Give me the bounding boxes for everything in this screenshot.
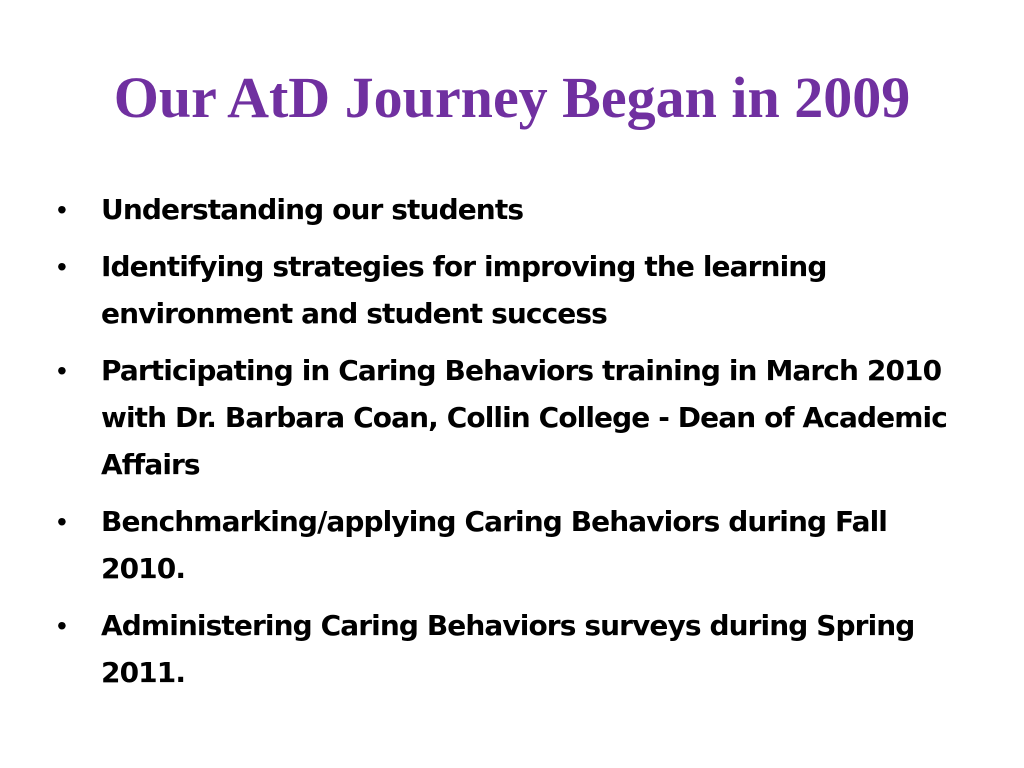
bullet-dot-icon: •	[57, 610, 67, 641]
bullet-list	[55, 186, 975, 706]
bullet-text: Benchmarking/applying Caring Behaviors during Fall 2010.	[101, 505, 887, 585]
bullet-text: Understanding our students	[101, 193, 524, 226]
bullet-item-surveys	[55, 602, 975, 696]
bullet-item-benchmarking	[55, 498, 975, 592]
bullet-item-strategies	[55, 243, 975, 337]
slide-title: Our AtD Journey Began in 2009	[113, 65, 911, 130]
bullet-dot-icon: •	[57, 506, 67, 537]
bullet-dot-icon: •	[57, 251, 67, 282]
bullet-item-training	[55, 347, 975, 488]
bullet-text: Identifying strategies for improving the learning environment and student success	[101, 250, 827, 330]
bullet-text: Participating in Caring Behaviors training in March 2010 with Dr. Barbara Coan, Collin College - Dean of Academic Affairs	[101, 354, 947, 481]
bullet-item-understanding	[55, 186, 975, 233]
bullet-dot-icon: •	[57, 355, 67, 386]
bullet-dot-icon: •	[57, 194, 67, 225]
bullet-text: Administering Caring Behaviors surveys during Spring 2011.	[101, 609, 915, 689]
